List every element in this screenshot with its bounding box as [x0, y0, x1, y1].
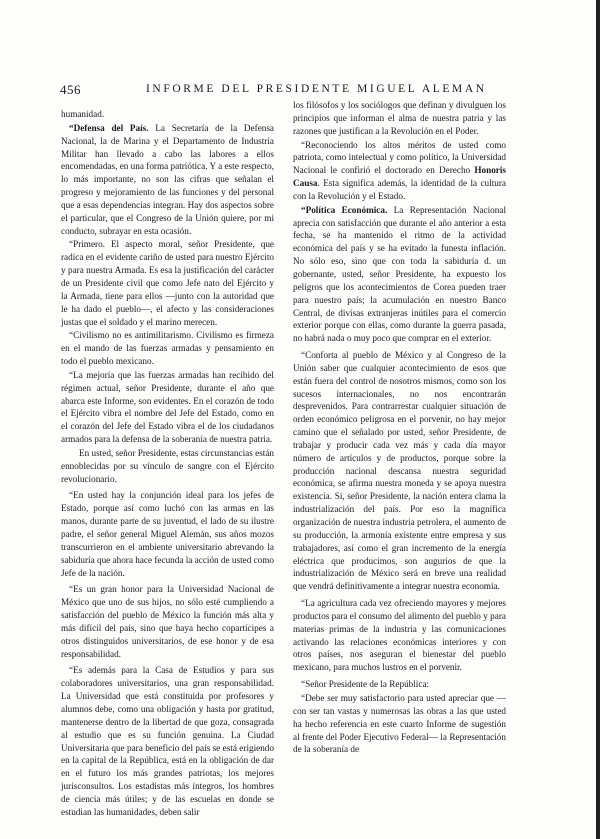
- paragraph-text: La Secretaría de la Defensa Nacional, la de Marina y el Departamento de Industria Militar han llevado a cabo las labores a ellos encomendadas, en una forma patriótica. Y a este respecto, lo más importante, no son las cifras que señalan el progreso y mejoramiento de las funciones y del personal que a esas dependencias integran. Hay dos aspectos sobre el particular, que el Congreso de la Unión quiere, por mi conducto, subrayar en esta ocasión.: [61, 122, 275, 236]
- running-title: INFORME DEL PRESIDENTE MIGUEL ALEMAN: [146, 83, 487, 95]
- paragraph: [293, 678, 506, 691]
- paragraph: [61, 583, 274, 660]
- paragraph: [293, 349, 506, 593]
- paragraph-text: “Civilismo no es antimilitarismo. Civilismo es firmeza en el mando de las fuerzas armadas y pensamiento en todo el pueblo mexicano.: [61, 330, 274, 367]
- paragraph-text: “Reconociendo los altos méritos de usted como patriota, como intelectual y como político, la Universidad Nacional le confirió el doctorado en Derecho: [293, 139, 506, 176]
- paragraph: [61, 122, 274, 238]
- page-number: 456: [60, 82, 81, 97]
- scan-edge: [596, 0, 600, 839]
- paragraph: [61, 664, 274, 818]
- section-heading: “Política Económica.: [301, 204, 388, 215]
- paragraph-text: . Esta significa además, la identidad de la cultura con la Revolución y el Estado.: [293, 178, 506, 201]
- paragraph: [293, 204, 506, 345]
- left-text-column: [61, 108, 274, 820]
- paragraph: [61, 238, 274, 328]
- paragraph: [61, 329, 274, 368]
- paragraph-text: “Es un gran honor para la Universidad Nacional de México que uno de sus hijos, no sólo esté cumpliendo a satisfacción del pueblo de México la función más alta y más difícil del país, sino que haya hecho copartícipes a otros distinguidos universitarios, de ese honor y de esa responsabilidad.: [61, 584, 274, 659]
- paragraph-text: “Debe ser muy satisfactorio para usted apreciar que —con ser tan vastas y numerosas las obras a las que usted ha hecho referencia en este cuarto Informe de sugestión al frente del Poder Ejecutivo Federal— la Representación de la soberanía de: [293, 692, 506, 755]
- paragraph: [61, 489, 274, 579]
- paragraph-text: “Es además para la Casa de Estudios y para sus colaboradores universitarios, una gran responsabilidad. La Universidad que está constituida por profesores y alumnos debe, como una obligación y hasta por gratitud, mantenerse dentro de la libertad de que goza, consagrada al estudio que es su función genuina. La Ciudad Universitaria que para beneficio del país se está erigiendo en la capital de la República, está en la obligación de dar en el futuro los más grandes patriotas, los mejores jurisconsultos. Los estadistas más íntegros, los hombres de ciencia más útiles; y de las escuelas en donde se estudian las humanidades, deben salir: [61, 665, 274, 817]
- paragraph: [293, 139, 506, 203]
- paragraph-text: humanidad.: [61, 109, 105, 119]
- paragraph-text: “En usted hay la conjunción ideal para los jefes de Estado, porque así como luchó con las armas en las manos, durante parte de su juventud, el lado de su ilustre padre, el señor general Miguel Alemán, sus años mozos transcurrieron en el ambiente universitario abrevando la sabiduría que ahora hace fecunda la acción de usted como Jefe de la nación.: [61, 490, 274, 578]
- paragraph: [293, 99, 506, 138]
- paragraph-text: La Representación Nacional aprecia con satisfacción que durante el año anterior a esta fecha, se ha mantenido el ritmo de la actividad económica del país y se ha evitado la funesta inflación. No sólo eso, sino que con toda la sabiduría d. un gobernante, usted, señor Presidente, ha expuesto los peligros que los acontecimientos de Corea pueden traer para nuestro país; la acumulación en nuestro Banco Central, de divisas extranjeras inútiles para el comercio exterior porque con ellas, como durante la guerra pasada, no habrá nada o muy poco que comprar en el exterior.: [293, 204, 506, 344]
- paragraph: [293, 692, 506, 756]
- right-text-column: [293, 99, 506, 757]
- paragraph-text: “Primero. El aspecto moral, señor Presidente, que radica en el evidente cariño de usted para nuestro Ejército y para nuestra Armada. Es esa la justificación del carácter de un Presidente civil que como Jefe nato del Ejército y la Armada, tiene para ellos —junto con la autoridad que le ha dado el pueblo—, el afecto y las consideraciones justas que el soldado y el marino merecen.: [61, 239, 274, 327]
- emphasis-text: Honoris Causa: [293, 165, 506, 189]
- paragraph: [61, 369, 274, 446]
- paragraph-text: “Señor Presidente de la República:: [301, 679, 430, 690]
- paragraph: [61, 447, 274, 486]
- paragraph-text: “La agricultura cada vez ofreciendo mayores y mejores productos para el consumo del alimento del pueblo y para materias primas de la industria y las comunicaciones activando las relaciones económicas interiores y con otros países, nos aseguran el bienestar del pueblo mexicano, para muchos lustros en el porvenir.: [293, 598, 506, 673]
- paragraph-text: “La mejoría que las fuerzas armadas han recibido del régimen actual, señor Presidente, durante el año que abarca este Informe, son evidentes. En el corazón de todo el Ejército vibra el nombre del Jefe del Estado, como en el corazón del Jefe del Estado vibra el de los ciudadanos armados para la defensa de la soberanía de nuestra patria.: [61, 369, 274, 445]
- paragraph-text: En usted, señor Presidente, estas circunstancias están ennoblecidas por su vínculo de sangre con el Ejército revolucionario.: [61, 447, 274, 484]
- paragraph-text: “Conforta al pueblo de México y al Congreso de la Unión saber que cualquier acontecimiento de esos que están fuera del control de nosotros mismos, como son los sucesos internacionales, no nos encontrarán desprevenidos. Para contrarrestar cualquier situación de orden económico peligrosa en el porvenir, no hay mejor camino que el señalado por usted, señor Presidente, de trabajar y producir cada vez más y cada día mayor número de artículos y de productos, porque sobre la producción nacional descansa nuestra seguridad económica, se afirma nuestra moneda y se apoya nuestra existencia. Si, señor Presidente, la nación entera clama la industrialización del país. Por eso la magnífica organización de nuestra industria petrolera, el aumento de su producción, la armonía existente entre empresa y sus trabajadores, así como el gran incremento de la energía eléctrica que producimos, son augurios de que la industrialización de México será en breve una realidad que vendrá definitivamente a integrar nuestra economía.: [293, 350, 506, 592]
- page-header: [60, 82, 530, 98]
- paragraph: [61, 108, 274, 121]
- section-heading: “Defensa del País.: [69, 122, 149, 133]
- paragraph: [293, 597, 506, 674]
- paragraph-text: los filósofos y los sociólogos que definan y divulguen los principios que informan el alma de nuestra patria y las razones que justifican a la Revolución en el Poder.: [293, 100, 506, 136]
